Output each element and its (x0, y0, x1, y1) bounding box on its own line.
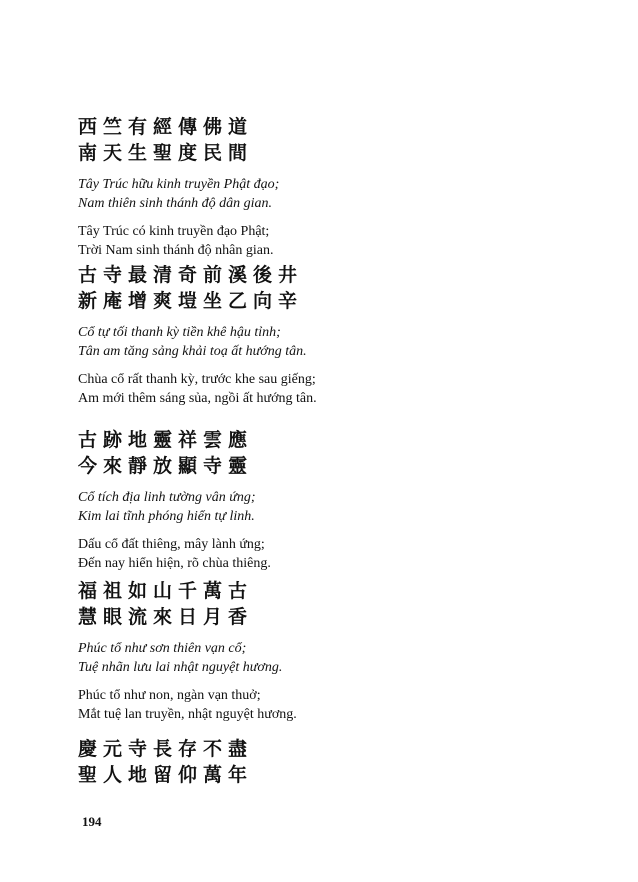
han-couplet (78, 578, 578, 630)
transliteration-line: Cổ tích địa linh tường vân ứng; (78, 490, 256, 505)
translation-line: Am mới thêm sáng sủa, ngồi ất hướng tân. (78, 391, 317, 406)
han-couplet (78, 427, 578, 479)
han-line: 古寺最清奇前溪後井 (78, 264, 304, 286)
translation-line: Tây Trúc có kinh truyền đạo Phật; (78, 224, 270, 239)
translation-line: Mắt tuệ lan truyền, nhật nguyệt hương. (78, 707, 297, 722)
translation-line: Dấu cổ đất thiêng, mây lành ứng; (78, 537, 265, 552)
han-line: 西竺有經傳佛道 (78, 116, 254, 138)
transliteration (78, 488, 578, 526)
transliteration-line: Tân am tăng sảng khải toạ ất hướng tân. (78, 344, 307, 359)
stanza-4 (78, 578, 578, 724)
translation-line: Chùa cổ rất thanh kỳ, trước khe sau giếng; (78, 372, 316, 387)
transliteration (78, 323, 578, 361)
transliteration-line: Cổ tự tối thanh kỳ tiền khê hậu tỉnh; (78, 325, 281, 340)
han-couplet (78, 114, 578, 166)
translation (78, 370, 578, 408)
han-line: 新庵增爽塏坐乙向辛 (78, 290, 304, 312)
transliteration-line: Kim lai tĩnh phóng hiển tự linh. (78, 509, 255, 524)
stanza-2 (78, 262, 578, 408)
translation-line: Trời Nam sinh thánh độ nhân gian. (78, 243, 274, 258)
translation-line: Đến nay hiển hiện, rõ chùa thiêng. (78, 556, 271, 571)
han-line: 慧眼流來日月香 (78, 606, 254, 628)
transliteration-line: Nam thiên sinh thánh độ dân gian. (78, 196, 273, 211)
translation-line: Phúc tổ như non, ngàn vạn thuở; (78, 688, 261, 703)
transliteration-line: Phúc tổ như sơn thiên vạn cổ; (78, 641, 247, 656)
page-number: 194 (82, 814, 102, 829)
han-line: 福祖如山千萬古 (78, 580, 254, 602)
han-line: 古跡地靈祥雲應 (78, 429, 254, 451)
han-couplet (78, 262, 578, 314)
han-line: 南天生聖度民間 (78, 142, 254, 164)
transliteration-line: Tây Trúc hữu kinh truyền Phật đạo; (78, 177, 280, 192)
han-line: 今來靜放顯寺靈 (78, 455, 254, 477)
stanza-1 (78, 114, 578, 260)
translation (78, 686, 578, 724)
han-line: 聖人地留仰萬年 (78, 764, 254, 786)
stanza-5 (78, 736, 578, 797)
translation (78, 535, 578, 573)
transliteration (78, 639, 578, 677)
han-line: 慶元寺長存不盡 (78, 738, 254, 760)
stanza-3 (78, 427, 578, 573)
han-couplet (78, 736, 578, 788)
transliteration (78, 175, 578, 213)
transliteration-line: Tuệ nhãn lưu lai nhật nguyệt hương. (78, 660, 283, 675)
translation (78, 222, 578, 260)
